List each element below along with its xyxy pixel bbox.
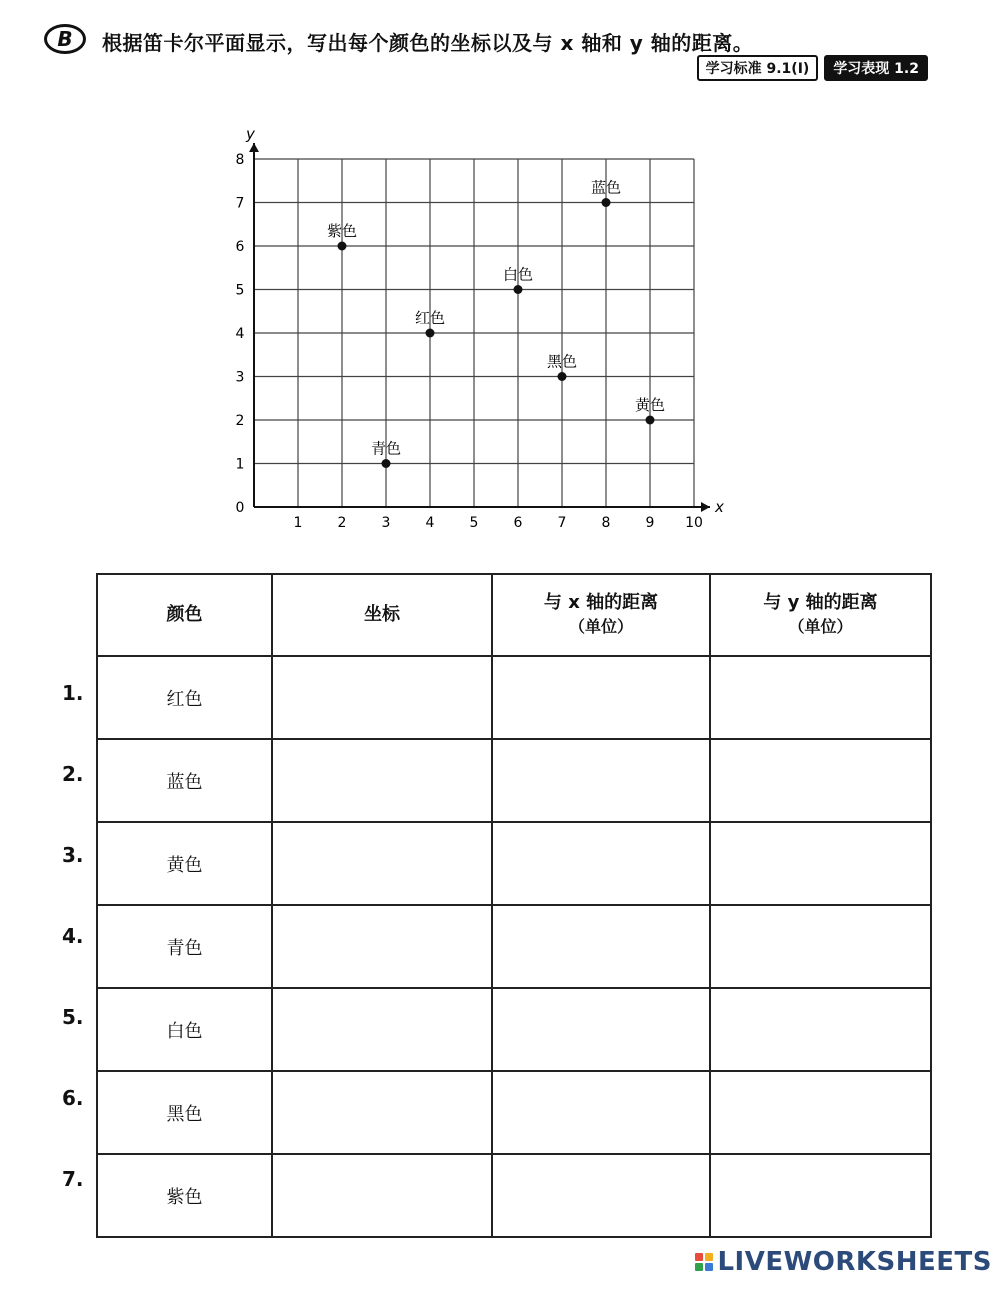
x-tick-label: 6 [513, 515, 523, 531]
data-point-label: 黑色 [546, 352, 578, 371]
distance-y-answer-cell[interactable] [710, 988, 931, 1071]
table-row [97, 905, 931, 988]
y-tick-label: 5 [235, 282, 245, 299]
row-number: 6. [62, 1086, 84, 1110]
data-point [646, 416, 655, 425]
y-tick-label: 0 [235, 500, 245, 516]
distance-y-answer-cell[interactable] [710, 822, 931, 905]
x-axis-arrow-icon [701, 502, 710, 512]
y-tick-label: 7 [235, 195, 245, 212]
data-point-label: 白色 [502, 265, 534, 284]
liveworksheets-logo [695, 1247, 992, 1277]
question-header [44, 24, 944, 54]
y-tick-label: 3 [235, 369, 245, 386]
distance-x-answer-cell[interactable] [492, 988, 710, 1071]
x-tick-label: 5 [469, 515, 479, 531]
row-number: 3. [62, 843, 84, 867]
row-number: 1. [62, 681, 84, 705]
x-tick-label: 9 [645, 515, 655, 531]
data-point [558, 372, 567, 381]
row-color-name: 青色 [97, 905, 272, 988]
distance-y-answer-cell[interactable] [710, 1154, 931, 1237]
y-tick-label: 4 [235, 326, 245, 342]
header-coordinate: 坐标 [272, 574, 492, 656]
learning-performance-tag: 学习表现 1.2 [824, 55, 928, 81]
x-tick-label: 1 [293, 515, 303, 531]
coordinate-answer-cell[interactable] [272, 739, 492, 822]
brand-icon-square [705, 1263, 713, 1271]
header-color: 颜色 [97, 574, 272, 656]
row-color-name: 红色 [97, 656, 272, 739]
data-point-label: 紫色 [326, 222, 358, 240]
table-row [97, 739, 931, 822]
data-point [338, 242, 347, 251]
row-number: 4. [62, 924, 84, 948]
question-marker: B [44, 24, 86, 54]
coordinate-answer-cell[interactable] [272, 1154, 492, 1237]
header-distance-y [710, 574, 931, 656]
cartesian-plane [220, 118, 740, 533]
distance-x-answer-cell[interactable] [492, 1154, 710, 1237]
x-tick-label: 7 [557, 515, 567, 531]
coordinate-answer-cell[interactable] [272, 656, 492, 739]
y-tick-label: 1 [235, 456, 245, 473]
x-tick-label: 8 [601, 515, 611, 531]
coordinate-answer-cell[interactable] [272, 988, 492, 1071]
x-tick-label: 3 [381, 515, 391, 531]
brand-icon-square [695, 1253, 703, 1261]
table-row [97, 1154, 931, 1237]
y-tick-label: 6 [235, 239, 245, 255]
distance-x-answer-cell[interactable] [492, 656, 710, 739]
header-distance-y-label: 与 y 轴的距离 [763, 592, 878, 613]
brand-icon-square [705, 1253, 713, 1261]
data-point-label: 黄色 [634, 396, 666, 414]
table-row [97, 822, 931, 905]
table-row [97, 988, 931, 1071]
data-point [382, 459, 391, 468]
row-color-name: 黑色 [97, 1071, 272, 1154]
row-color-name: 白色 [97, 988, 272, 1071]
row-number: 5. [62, 1005, 84, 1029]
distance-x-answer-cell[interactable] [492, 739, 710, 822]
data-point [514, 285, 523, 294]
row-number: 2. [62, 762, 84, 786]
x-tick-label: 4 [425, 515, 435, 531]
distance-y-answer-cell[interactable] [710, 739, 931, 822]
row-color-name: 紫色 [97, 1154, 272, 1237]
row-color-name: 蓝色 [97, 739, 272, 822]
x-axis-label: x [715, 498, 724, 516]
header-distance-y-unit: （单位） [788, 617, 853, 636]
brand-icon-square [695, 1263, 703, 1271]
x-tick-label: 10 [685, 515, 703, 531]
distance-x-answer-cell[interactable] [492, 1071, 710, 1154]
distance-y-answer-cell[interactable] [710, 1071, 931, 1154]
data-point [602, 198, 611, 207]
brand-icon [695, 1253, 713, 1271]
header-distance-x-unit: （单位） [568, 617, 633, 636]
table-row [97, 1071, 931, 1154]
y-axis-label: y [246, 125, 255, 143]
y-axis-arrow-icon [249, 143, 259, 152]
brand-name: LIVEWORKSHEETS [717, 1247, 992, 1277]
coordinate-answer-cell[interactable] [272, 1071, 492, 1154]
x-tick-label: 2 [337, 515, 347, 531]
distance-x-answer-cell[interactable] [492, 905, 710, 988]
distance-y-answer-cell[interactable] [710, 905, 931, 988]
coordinate-answer-cell[interactable] [272, 905, 492, 988]
answer-table [96, 573, 932, 1238]
data-point-label: 红色 [414, 309, 446, 327]
y-tick-label: 8 [235, 152, 245, 168]
learning-standard-tag: 学习标准 9.1(I) [697, 55, 819, 81]
header-distance-x [492, 574, 710, 656]
question-text: 根据笛卡尔平面显示，写出每个颜色的坐标以及与 x 轴和 y 轴的距离。 [102, 31, 754, 55]
data-point [426, 329, 435, 338]
data-point-label: 青色 [370, 439, 402, 458]
standard-tags [697, 55, 928, 81]
table-header-row [97, 574, 931, 656]
row-color-name: 黄色 [97, 822, 272, 905]
table-row [97, 656, 931, 739]
y-tick-label: 2 [235, 413, 245, 429]
data-point-label: 蓝色 [590, 178, 622, 197]
distance-x-answer-cell[interactable] [492, 822, 710, 905]
header-distance-x-label: 与 x 轴的距离 [543, 592, 659, 613]
distance-y-answer-cell[interactable] [710, 656, 931, 739]
row-number: 7. [62, 1167, 84, 1191]
coordinate-answer-cell[interactable] [272, 822, 492, 905]
